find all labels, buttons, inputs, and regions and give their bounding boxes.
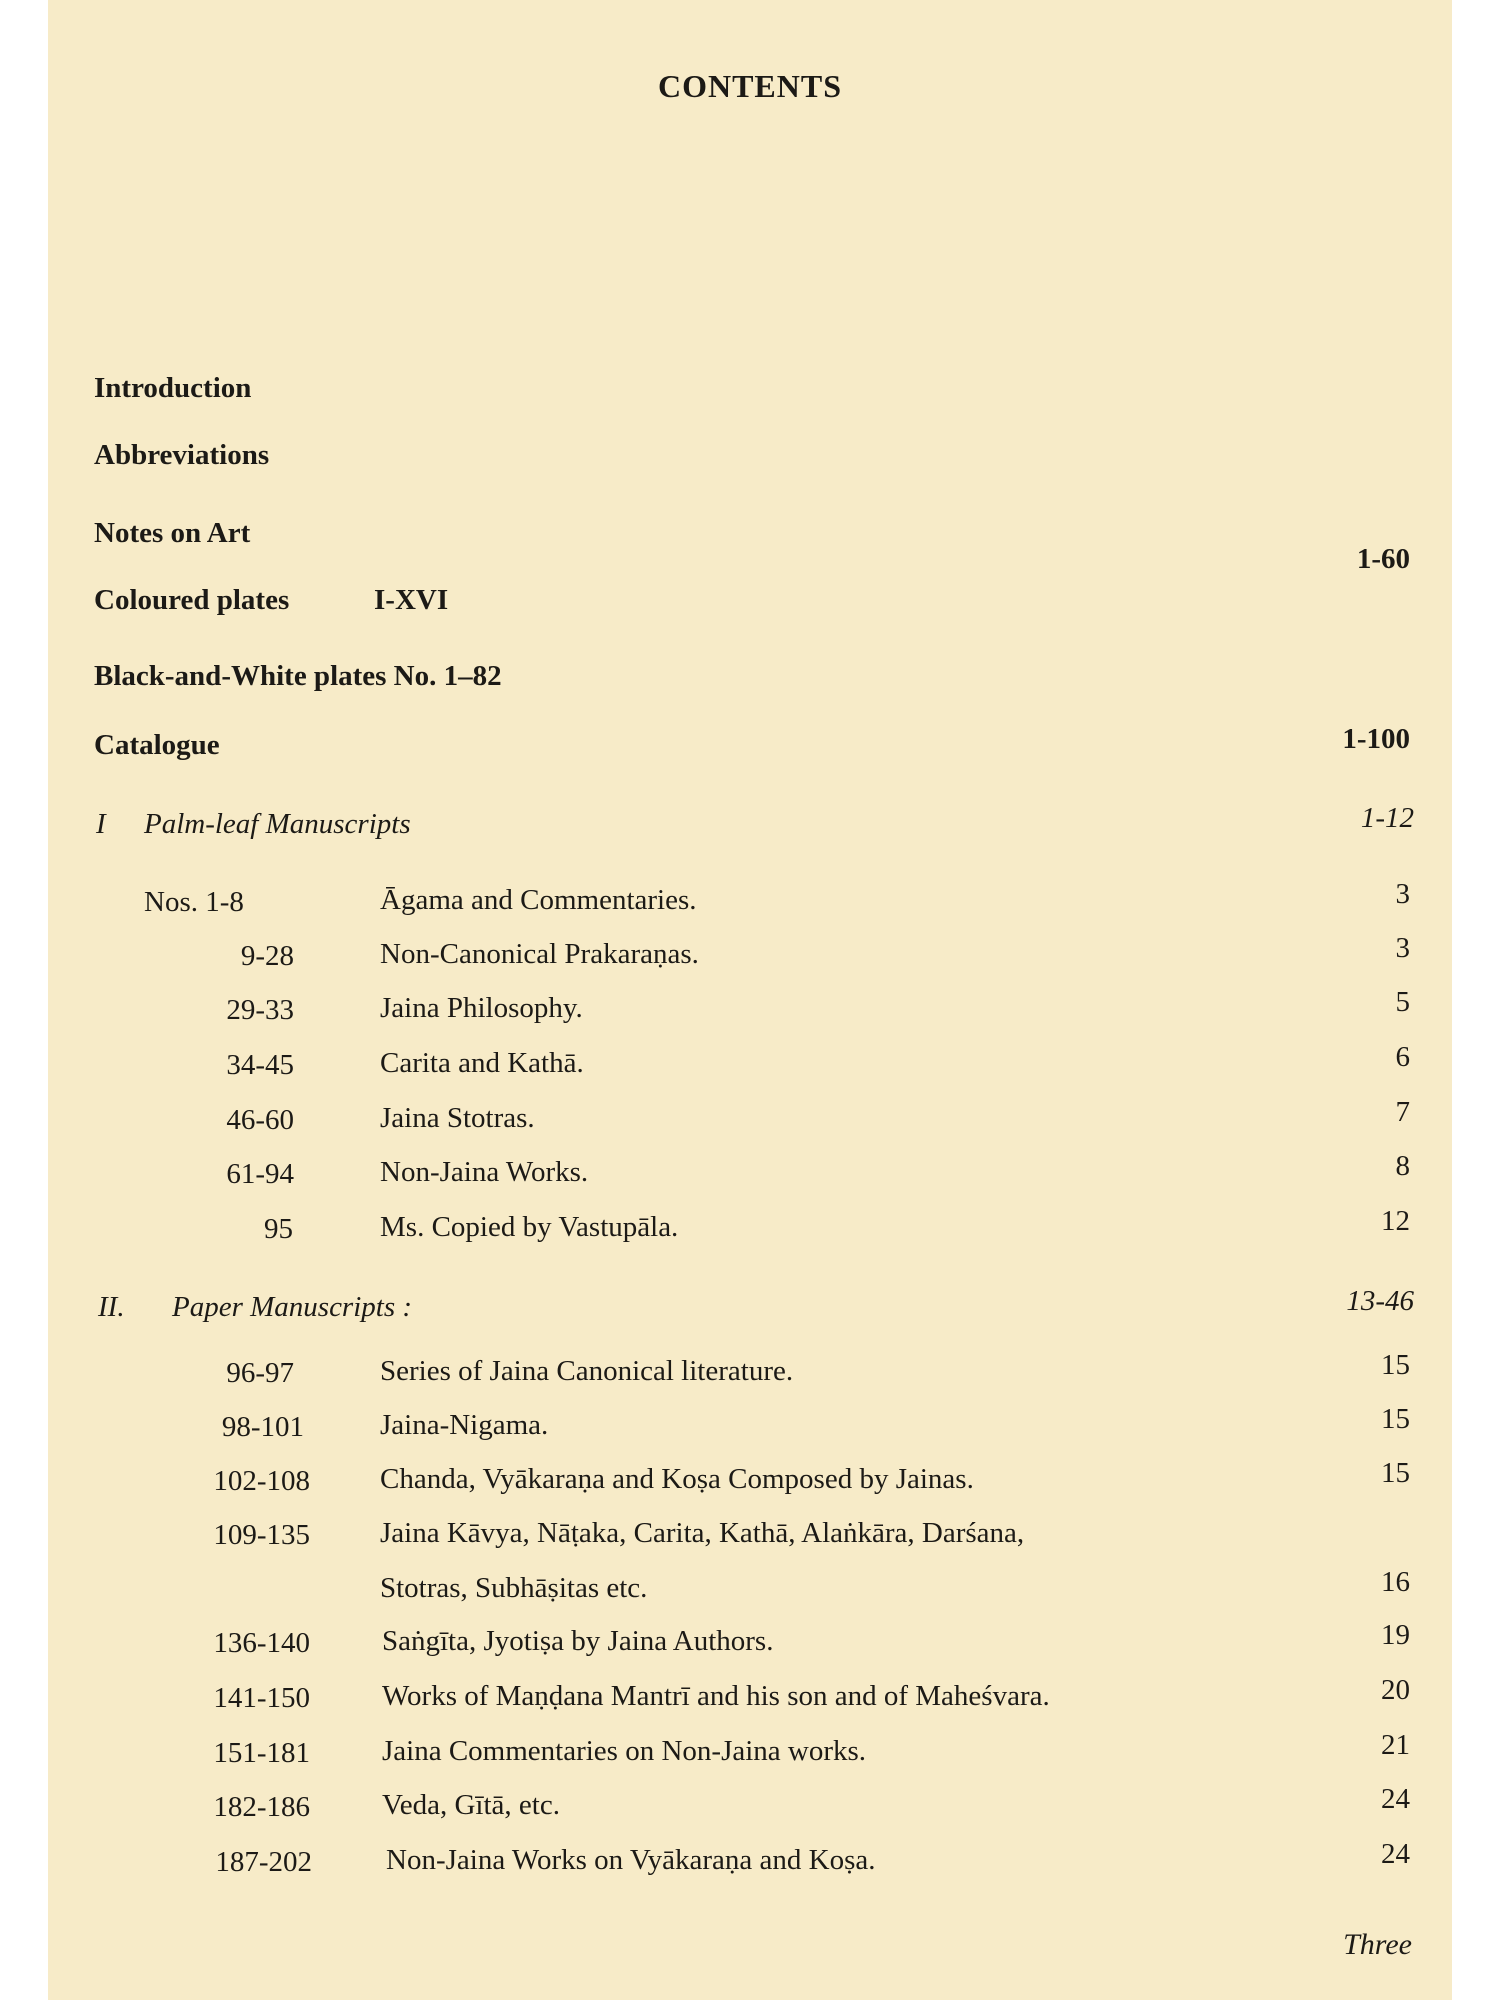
toc-coloured-plates: Coloured plates bbox=[94, 584, 290, 616]
table-row-desc: Veda, Gītā, etc. bbox=[382, 1789, 560, 1821]
table-row-nos: 182-186 bbox=[213, 1791, 310, 1823]
table-row-page: 15 bbox=[1381, 1457, 1410, 1489]
toc-bw-plates: Black-and-White plates No. 1–82 bbox=[94, 660, 502, 692]
toc-abbreviations: Abbreviations bbox=[94, 439, 270, 471]
table-row-desc: Chanda, Vyākaraṇa and Koṣa Composed by Jainas. bbox=[380, 1463, 974, 1495]
section2-pages: 13-46 bbox=[1346, 1285, 1414, 1317]
toc-notes-on-art: Notes on Art bbox=[94, 517, 251, 549]
toc-coloured-plates-pages: 1-60 bbox=[1356, 543, 1410, 575]
table-row-desc: Series of Jaina Canonical literature. bbox=[380, 1355, 794, 1387]
table-row-desc-continued: Stotras, Subhāṣitas etc. bbox=[380, 1572, 648, 1604]
table-row-desc: Jaina-Nigama. bbox=[380, 1409, 549, 1441]
table-row-nos: 102-108 bbox=[213, 1465, 310, 1497]
toc-catalogue-pages: 1-100 bbox=[1342, 723, 1410, 755]
table-row-page: 20 bbox=[1381, 1674, 1410, 1706]
page-title: CONTENTS bbox=[657, 68, 843, 104]
table-row-page: 7 bbox=[1395, 1096, 1410, 1128]
table-row-nos: 46-60 bbox=[226, 1104, 294, 1136]
toc-introduction: Introduction bbox=[94, 372, 252, 404]
table-row-page: 16 bbox=[1381, 1566, 1410, 1598]
table-row-nos: 98-101 bbox=[221, 1411, 304, 1443]
table-row-desc: Saṅgīta, Jyotiṣa by Jaina Authors. bbox=[382, 1625, 774, 1657]
table-row-nos: 95 bbox=[264, 1213, 293, 1245]
table-row-page: 24 bbox=[1381, 1783, 1410, 1815]
section2-title: Paper Manuscripts : bbox=[172, 1291, 413, 1323]
table-row-page: 24 bbox=[1381, 1838, 1410, 1870]
book-page bbox=[48, 0, 1452, 2000]
toc-coloured-plates-range: I-XVI bbox=[374, 584, 449, 616]
table-row-page: 15 bbox=[1381, 1403, 1410, 1435]
table-row-nos: 136-140 bbox=[213, 1627, 310, 1659]
table-row-page: 3 bbox=[1395, 932, 1410, 964]
table-row-desc: Jaina Commentaries on Non-Jaina works. bbox=[382, 1735, 867, 1767]
table-row-nos: 29-33 bbox=[226, 994, 294, 1026]
table-row-nos: 34-45 bbox=[226, 1049, 294, 1081]
table-row-desc: Non-Canonical Prakaraṇas. bbox=[380, 938, 699, 970]
toc-catalogue: Catalogue bbox=[94, 729, 220, 761]
table-row-nos: 187-202 bbox=[215, 1846, 312, 1878]
table-row-page: 5 bbox=[1395, 986, 1410, 1018]
section1-number: I bbox=[96, 808, 106, 840]
table-row-page: 6 bbox=[1395, 1041, 1410, 1073]
table-row-desc: Āgama and Commentaries. bbox=[380, 884, 697, 916]
table-row-nos: 96-97 bbox=[226, 1357, 294, 1389]
section2-number: II. bbox=[98, 1291, 125, 1323]
table-row-page: 21 bbox=[1381, 1729, 1410, 1761]
table-row-page: 15 bbox=[1381, 1349, 1410, 1381]
table-row-nos: 109-135 bbox=[213, 1519, 310, 1551]
table-row-nos: 151-181 bbox=[213, 1737, 310, 1769]
table-row-page: 19 bbox=[1381, 1619, 1410, 1651]
section1-title: Palm-leaf Manuscripts bbox=[144, 808, 411, 840]
table-row-page: 8 bbox=[1395, 1150, 1410, 1182]
table-row-desc: Jaina Stotras. bbox=[380, 1102, 535, 1134]
table-row-nos: Nos. 1-8 bbox=[144, 886, 244, 918]
table-row-desc: Works of Maṇḍana Mantrī and his son and of Maheśvara. bbox=[382, 1680, 1050, 1712]
table-row-desc: Jaina Kāvya, Nāṭaka, Carita, Kathā, Alaṅkāra, Darśana, bbox=[380, 1517, 1025, 1549]
table-row-nos: 9-28 bbox=[240, 940, 294, 972]
table-row-desc: Carita and Kathā. bbox=[380, 1047, 584, 1079]
table-row-nos: 141-150 bbox=[213, 1682, 310, 1714]
table-row-desc: Non-Jaina Works on Vyākaraṇa and Koṣa. bbox=[386, 1844, 876, 1876]
table-row-desc: Ms. Copied by Vastupāla. bbox=[380, 1211, 679, 1243]
table-row-page: 12 bbox=[1381, 1205, 1410, 1237]
page-number-footer: Three bbox=[1343, 1928, 1412, 1961]
section1-pages: 1-12 bbox=[1360, 802, 1414, 834]
table-row-desc: Jaina Philosophy. bbox=[380, 992, 583, 1024]
table-row-desc: Non-Jaina Works. bbox=[380, 1156, 589, 1188]
table-row-nos: 61-94 bbox=[226, 1158, 294, 1190]
table-row-page: 3 bbox=[1395, 878, 1410, 910]
